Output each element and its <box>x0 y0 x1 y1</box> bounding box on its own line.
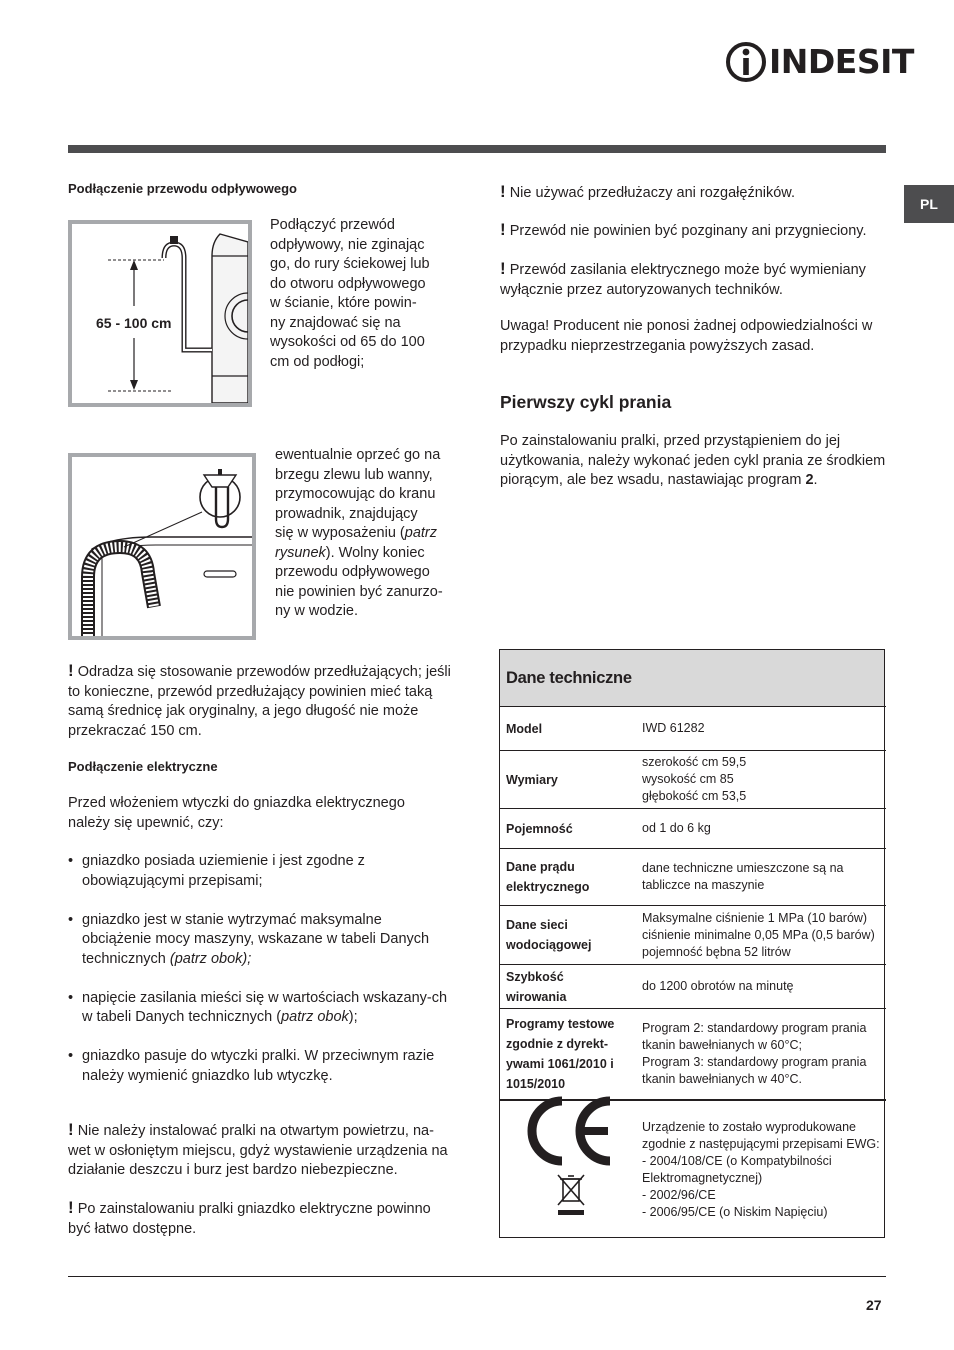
text-line <box>275 524 460 544</box>
spec-key <box>500 751 636 809</box>
warning-text: Nie należy instalować pralki na otwartym powietrzu, na-wet w osłoniętym miejscu, gdyż wystawienie urządzenia na działanie deszczu i burz jest bardzo niebezpieczne. <box>68 1123 448 1178</box>
text-line: Podłączyć przewód <box>270 217 395 233</box>
warning-text: Odradza się stosowanie przewodów przedłużających; jeśli to konieczne, przewód przedłużający powinien mieć taką samą średnicę jak oryginalny, a jego długość nie może przekraczać 150 cm. <box>68 664 451 739</box>
spec-value-line: wysokość cm 85 <box>642 772 734 786</box>
socket-warning <box>68 1198 454 1239</box>
spec-value <box>636 849 886 906</box>
warning-mark-icon: ! <box>68 661 74 680</box>
spec-value <box>636 965 886 1009</box>
spec-value-line: zgodnie z następującymi przepisami EWG: <box>642 1136 880 1151</box>
text-line: wysokości od 65 do 100 <box>270 334 425 350</box>
ce-mark-icon <box>518 1095 618 1167</box>
table-row <box>500 1009 886 1100</box>
warning-mark-icon: ! <box>68 1198 74 1217</box>
text-line: prowadnik, znajdujący <box>275 505 418 522</box>
text-line: ewentualnie oprzeć go na <box>275 447 441 463</box>
first-cycle-title: Pierwszy cykl prania <box>500 392 672 412</box>
text-line: przymocowując do kranu <box>275 486 436 502</box>
spec-value-line: Maksymalne ciśnienie 1 MPa (10 barów) <box>642 910 868 925</box>
drain-heading: Podłączenie przewodu odpływowego <box>68 181 297 196</box>
warning-text: Nie używać przedłużaczy ani rozgałęźników. <box>509 185 796 201</box>
text-span: się w wyposażeniu ( <box>275 525 405 541</box>
table-row <box>500 751 886 809</box>
text-line: przewodu odpływowego <box>275 564 430 580</box>
spec-key-line: 1015/2010 <box>506 1076 566 1091</box>
warning-text: Po zainstalowaniu pralki gniazdko elektryczne powinno być łatwo dostępne. <box>68 1201 431 1237</box>
spec-value-line: od 1 do 6 kg <box>642 821 711 835</box>
drain-text-2 <box>275 446 460 622</box>
electric-checklist <box>68 852 454 1106</box>
spec-key-line: Dane prądu <box>506 860 575 874</box>
list-item-text: gniazdko posiada uziemienie i jest zgodne z obowiązującymi przepisami; <box>82 853 365 889</box>
drain-height-figure <box>68 220 252 407</box>
text-line: odpływowy, nie zginając <box>270 236 425 253</box>
text-line: nie powinien być zanurzo- <box>275 583 443 600</box>
text-line: ny znajdować się na <box>270 314 401 331</box>
outdoor-warning <box>68 1120 454 1181</box>
spec-key <box>500 1009 636 1100</box>
warning-text: Przewód zasilania elektrycznego może być wymieniany wyłącznie przez autoryzowanych techników. <box>500 262 866 298</box>
spec-value <box>636 751 886 809</box>
hose-guide-figure <box>68 453 256 640</box>
text-span-italic: rysunek <box>275 544 326 561</box>
text-line <box>275 544 460 564</box>
list-item-italic: patrz obok <box>281 1009 349 1025</box>
first-cycle-program: 2 <box>805 472 814 488</box>
spec-value-line: - 2006/95/CE (o Niskim Napięciu) <box>642 1204 828 1219</box>
text-line: brzegu zlewu lub wanny, <box>275 466 433 483</box>
spec-value-line: IWD 61282 <box>642 721 705 735</box>
spec-value <box>636 707 886 751</box>
list-item <box>68 852 454 891</box>
warning-cable-replace <box>500 259 890 300</box>
spec-value-line: dane techniczne umieszczone są na <box>642 861 844 875</box>
indesit-logo-icon <box>725 40 767 84</box>
list-item <box>68 911 454 970</box>
warning-cable-bent <box>500 220 890 242</box>
spec-key-line: elektrycznego <box>506 880 590 894</box>
spec-value-line: głębokość cm 53,5 <box>642 789 747 803</box>
electric-intro: Przed włożeniem wtyczki do gniazdka elektrycznego należy się upewnić, czy: <box>68 795 405 831</box>
table-row <box>500 707 886 751</box>
spec-key-line: Wymiary <box>506 772 558 787</box>
first-cycle-text <box>500 432 890 491</box>
first-cycle-end: . <box>813 472 818 488</box>
tech-spec-rows <box>500 706 886 1239</box>
spec-value-line: - 2002/96/CE <box>642 1187 716 1202</box>
spec-key <box>500 965 636 1009</box>
spec-value-line: szerokość cm 59,5 <box>642 755 747 769</box>
text-line: w ścianie, które powin- <box>270 295 417 311</box>
list-item-text: gniazdko jest w stanie wytrzymać maksymalne obciążenie mocy maszyny, wskazane w tabeli Danych technicznych <box>82 911 430 967</box>
tech-data-title: Dane techniczne <box>500 650 884 706</box>
ce-marks-cell <box>500 1100 636 1239</box>
spec-key-line: wodociągowej <box>506 938 592 952</box>
text-line: go, do rury ściekowej lub <box>270 256 430 272</box>
spec-key-line: zgodnie z dyrekt- <box>506 1036 609 1051</box>
brand-name: INDESIT <box>769 42 914 81</box>
spec-key-line: Szybkość <box>506 969 564 984</box>
table-row <box>500 809 886 849</box>
spec-value-line: Urządzenie to zostało wyprodukowane <box>642 1119 857 1134</box>
spec-value-line: tkanin bawełnianych w 60°C; <box>642 1037 802 1052</box>
spec-value-line: do 1200 obrotów na minutę <box>642 979 794 993</box>
top-rule <box>68 145 886 153</box>
spec-key <box>500 809 636 849</box>
spec-key-line: wirowania <box>506 989 567 1004</box>
warning-mark-icon: ! <box>500 182 506 201</box>
brand-logo <box>725 40 914 84</box>
spec-value-line: tkanin bawełnianych w 40°C. <box>642 1071 802 1086</box>
first-cycle-body: Po zainstalowaniu pralki, przed przystąpieniem do jej użytkowania, należy wykonać jeden cykl prania ze środkiem piorącym, ale bez wsadu, nastawiając program <box>500 433 886 488</box>
spec-value-line: pojemność bębna 52 litrów <box>642 944 791 959</box>
spec-key <box>500 707 636 751</box>
spec-key <box>500 906 636 965</box>
list-item-italic: (patrz obok); <box>169 950 252 967</box>
table-row <box>500 906 886 965</box>
table-row <box>500 1100 886 1239</box>
text-line: do otworu odpływowego <box>270 275 426 292</box>
text-span-italic: patrz <box>404 525 437 541</box>
manufacturer-notice: Uwaga! Producent nie ponosi żadnej odpowiedzialności w przypadku nieprzestrzegania powyższych zasad. <box>500 318 873 354</box>
tech-data-table <box>499 649 885 1238</box>
table-row <box>500 849 886 906</box>
text-line: cm od podłogi; <box>270 353 365 370</box>
spec-key-line: Pojemność <box>506 821 573 836</box>
hose-guide-figure-icon <box>72 457 252 636</box>
table-row <box>500 965 886 1009</box>
drain-height-figure-icon <box>72 224 248 403</box>
spec-value-line: Program 3: standardowy program prania <box>642 1054 867 1069</box>
extension-warning <box>68 661 452 741</box>
spec-key-line: Dane sieci <box>506 918 568 932</box>
list-item <box>68 1047 454 1086</box>
list-item-text: gniazdko pasuje do wtyczki pralki. W przeciwnym razie należy wymienić gniazdko lub wtyczkę. <box>82 1048 435 1084</box>
text-line: ny w wodzie. <box>275 603 359 619</box>
spec-value <box>636 809 886 849</box>
spec-value <box>636 906 886 965</box>
list-item-text: ); <box>348 1009 358 1025</box>
list-item <box>68 989 454 1028</box>
bottom-rule <box>68 1276 886 1277</box>
spec-value-line: Elektromagnetycznej) <box>642 1170 763 1185</box>
warning-mark-icon: ! <box>500 259 506 278</box>
spec-key-line: ywami 1061/2010 i <box>506 1056 614 1071</box>
spec-value-line: Program 2: standardowy program prania <box>642 1020 867 1035</box>
electric-heading: Podłączenie elektryczne <box>68 759 218 774</box>
spec-key <box>500 849 636 906</box>
language-tab: PL <box>904 185 954 223</box>
weee-bin-icon <box>554 1173 588 1217</box>
spec-value <box>636 1009 886 1100</box>
spec-value-line: tabliczce na maszynie <box>642 878 765 892</box>
spec-value-line: - 2004/108/CE (o Kompatybilności <box>642 1153 832 1168</box>
warning-text: Przewód nie powinien być pozginany ani przygnieciony. <box>509 223 867 239</box>
text-span: ). Wolny koniec <box>325 544 425 561</box>
page-number: 27 <box>866 1297 882 1313</box>
list-item-text: napięcie zasilania mieści się w wartościach wskazany-ch w tabeli Danych technicznych ( <box>82 989 448 1025</box>
spec-key-line: Programy testowe <box>506 1016 615 1031</box>
ce-compliance-text <box>636 1100 886 1239</box>
warning-extension-cords <box>500 182 890 204</box>
drain-height-label: 65 - 100 cm <box>96 315 172 331</box>
drain-text-1 <box>270 216 450 372</box>
spec-key-line: Model <box>506 721 543 736</box>
warning-mark-icon: ! <box>68 1120 74 1139</box>
spec-value-line: ciśnienie minimalne 0,05 MPa (0,5 barów) <box>642 927 875 942</box>
warning-mark-icon: ! <box>500 220 506 239</box>
